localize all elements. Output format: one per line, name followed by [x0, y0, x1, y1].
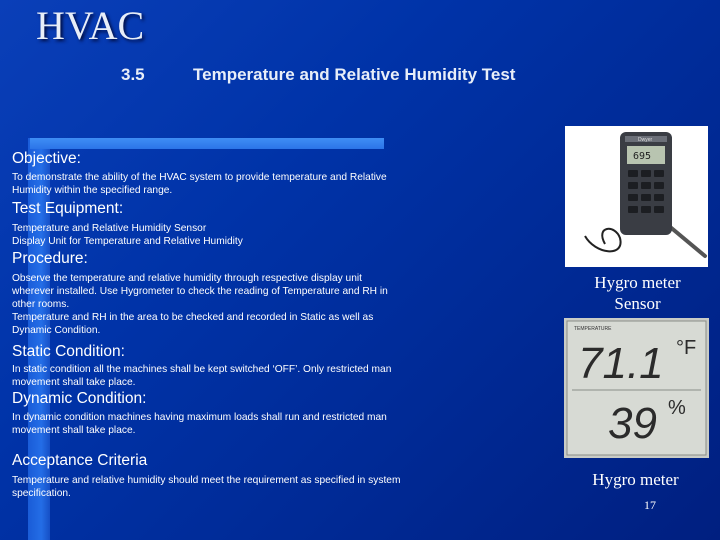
procedure-line: other rooms. — [12, 299, 70, 310]
meter-humidity-reading: 39 — [608, 399, 657, 448]
meter-humidity-unit: % — [668, 397, 686, 419]
acceptance-line: Temperature and relative humidity should meet the requirement as specified in system — [12, 475, 401, 486]
dynamic-condition-line: In dynamic condition machines having maximum loads shall run and restricted man — [12, 412, 387, 423]
section-number: 3.5 — [121, 65, 145, 84]
test-equipment-heading: Test Equipment: — [12, 200, 124, 217]
sensor-display-value: 695 — [633, 151, 652, 162]
procedure-line: Temperature and RH in the area to be checked and recorded in Static as well as — [12, 312, 374, 323]
static-condition-line: In static condition all the machines shall be kept switched ‘OFF’. Only restricted man — [12, 364, 392, 375]
acceptance-criteria-text — [12, 474, 400, 500]
test-equipment-text — [12, 222, 243, 248]
procedure-heading: Procedure: — [12, 250, 88, 267]
acceptance-line: specification. — [12, 488, 71, 499]
sensor-caption-line: Hygro meter — [594, 273, 681, 292]
section-title: Temperature and Relative Humidity Test — [193, 65, 516, 84]
static-condition-heading: Static Condition: — [12, 343, 125, 360]
dynamic-condition-line: movement shall take place. — [12, 425, 136, 436]
procedure-line: Observe the temperature and relative humidity through respective display unit — [12, 273, 362, 284]
procedure-text — [12, 272, 388, 337]
meter-temperature-unit: °F — [676, 337, 697, 359]
objective-line: To demonstrate the ability of the HVAC system to provide temperature and Relative — [12, 172, 387, 183]
slide-title: HVAC — [36, 3, 145, 48]
sensor-brand-label: Dwyer — [638, 137, 653, 143]
meter-top-label: TEMPERATURE — [574, 326, 612, 332]
decorative-accent-bar — [30, 138, 384, 149]
dynamic-condition-heading: Dynamic Condition: — [12, 390, 147, 407]
dynamic-condition-text — [12, 411, 387, 437]
test-equipment-line: Temperature and Relative Humidity Sensor — [12, 223, 207, 234]
hygrometer-sensor-image — [565, 126, 708, 267]
meter-caption: Hygro meter — [592, 470, 679, 489]
page-number: 17 — [644, 498, 656, 512]
hygrometer-sensor-illustration — [565, 126, 708, 267]
hygrometer-display-illustration — [564, 318, 709, 458]
objective-heading: Objective: — [12, 150, 81, 167]
hygrometer-display-image — [564, 318, 709, 458]
test-equipment-line: Display Unit for Temperature and Relative Humidity — [12, 236, 243, 247]
meter-temperature-reading: 71.1 — [578, 339, 664, 388]
sensor-caption — [564, 272, 711, 314]
static-condition-text — [12, 363, 391, 389]
static-condition-line: movement shall take place. — [12, 377, 136, 388]
sensor-caption-line: Sensor — [614, 294, 661, 313]
objective-line: Humidity within the specified range. — [12, 185, 173, 196]
objective-text — [12, 171, 387, 197]
procedure-line: Dynamic Condition. — [12, 325, 101, 336]
procedure-line: wherever installed. Use Hygrometer to check the reading of Temperature and RH in — [12, 286, 388, 297]
acceptance-criteria-heading: Acceptance Criteria — [12, 452, 148, 469]
